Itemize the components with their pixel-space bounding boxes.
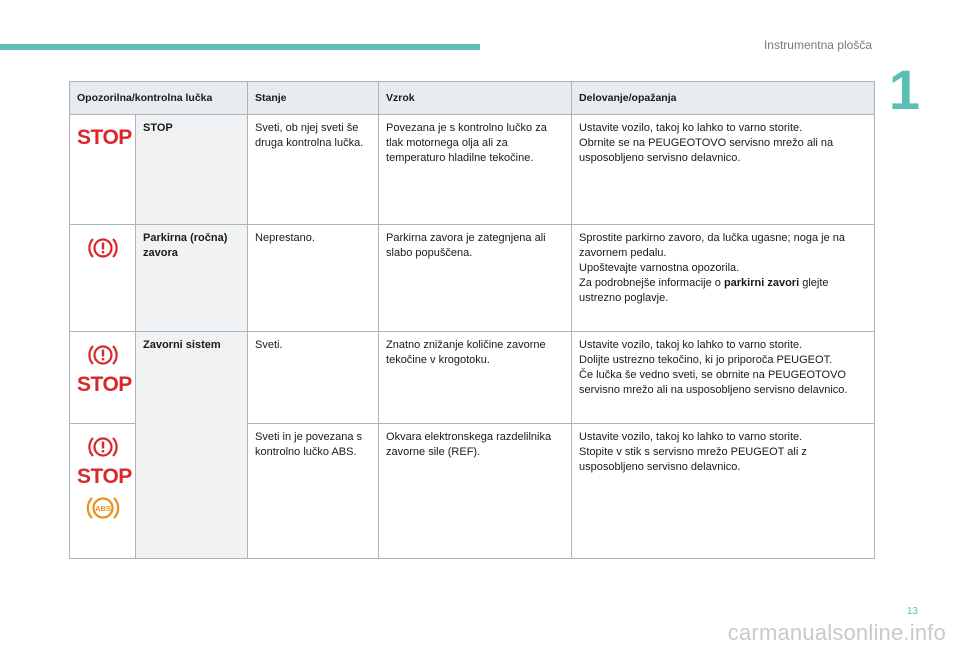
action-line: Ustavite vozilo, takoj ko lahko to varno storite. [579, 122, 803, 134]
action-line: Stopite v stik s servisno mrežo PEUGEOT ali z usposobljeno servisno delavnico. [579, 446, 807, 473]
cause-cell: Okvara elektronskega razdelilnika zavorne sile (REF). [379, 424, 572, 559]
column-header-lamp: Opozorilna/kontrolna lučka [70, 82, 248, 115]
table-row [70, 115, 875, 225]
section-title: Instrumentna plošča [763, 38, 872, 52]
action-line: Ustavite vozilo, takoj ko lahko to varno storite. [579, 431, 803, 443]
action-text: Za podrobnejše informacije o [579, 277, 724, 289]
brake-warning-icon [86, 342, 120, 368]
action-cell [572, 332, 875, 424]
abs-icon-label: ABS [94, 504, 111, 513]
lamp-name: Zavorni sistem [136, 332, 248, 559]
column-header-action: Delovanje/opažanja [572, 82, 875, 115]
table-row [70, 225, 875, 332]
lamp-name: Parkirna (ročna) zavora [136, 225, 248, 332]
lamp-cell [70, 115, 136, 225]
stop-warning-icon: STOP [77, 373, 132, 396]
state-cell: Sveti in je povezana s kontrolno lučko ABS. [248, 424, 379, 559]
chapter-number: 1 [888, 58, 920, 121]
action-line: Dolijte ustrezno tekočino, ki jo priporoča PEUGEOT. [579, 354, 833, 366]
state-cell: Sveti, ob njej sveti še druga kontrolna lučka. [248, 115, 379, 225]
abs-warning-icon [84, 494, 122, 522]
column-header-state: Stanje [248, 82, 379, 115]
action-line: Če lučka še vedno sveti, se obrnite na PEUGEOTOVO servisno mrežo ali na usposobljeno servisno delavnico. [579, 369, 848, 396]
state-cell: Sveti. [248, 332, 379, 424]
action-cell [572, 225, 875, 332]
table-row [70, 332, 875, 424]
action-cell [572, 115, 875, 225]
action-line: Upoštevajte varnostna opozorila. [579, 262, 740, 274]
stop-warning-icon: STOP [77, 465, 132, 488]
table-header-row [70, 82, 875, 115]
cause-cell: Parkirna zavora je zategnjena ali slabo popuščena. [379, 225, 572, 332]
lamp-cell [70, 332, 136, 424]
action-link-text: parkirni zavori [723, 277, 800, 289]
lamp-name: STOP [136, 115, 248, 225]
watermark: carmanualsonline.info [727, 620, 946, 645]
brake-warning-icon [86, 235, 120, 261]
warning-lamp-table [69, 81, 875, 559]
action-cell [572, 424, 875, 559]
page-number: 13 [906, 606, 918, 617]
action-line: Ustavite vozilo, takoj ko lahko to varno storite. [579, 339, 803, 351]
action-text: glejte ustrezno poglavje. [579, 277, 829, 304]
lamp-cell [70, 225, 136, 332]
column-header-cause: Vzrok [379, 82, 572, 115]
brake-warning-icon [86, 434, 120, 460]
stop-warning-icon: STOP [77, 126, 132, 149]
state-cell: Neprestano. [248, 225, 379, 332]
lamp-cell [70, 424, 136, 559]
top-accent-bar [0, 44, 480, 50]
cause-cell: Povezana je s kontrolno lučko za tlak motornega olja ali za temperaturo hladilne tekočine. [379, 115, 572, 225]
action-line [579, 276, 867, 306]
cause-cell: Znatno znižanje količine zavorne tekočine v krogotoku. [379, 332, 572, 424]
action-line: Obrnite se na PEUGEOTOVO servisno mrežo ali na usposobljeno servisno delavnico. [579, 137, 834, 164]
action-line: Sprostite parkirno zavoro, da lučka ugasne; noga je na zavornem pedalu. [579, 232, 846, 259]
